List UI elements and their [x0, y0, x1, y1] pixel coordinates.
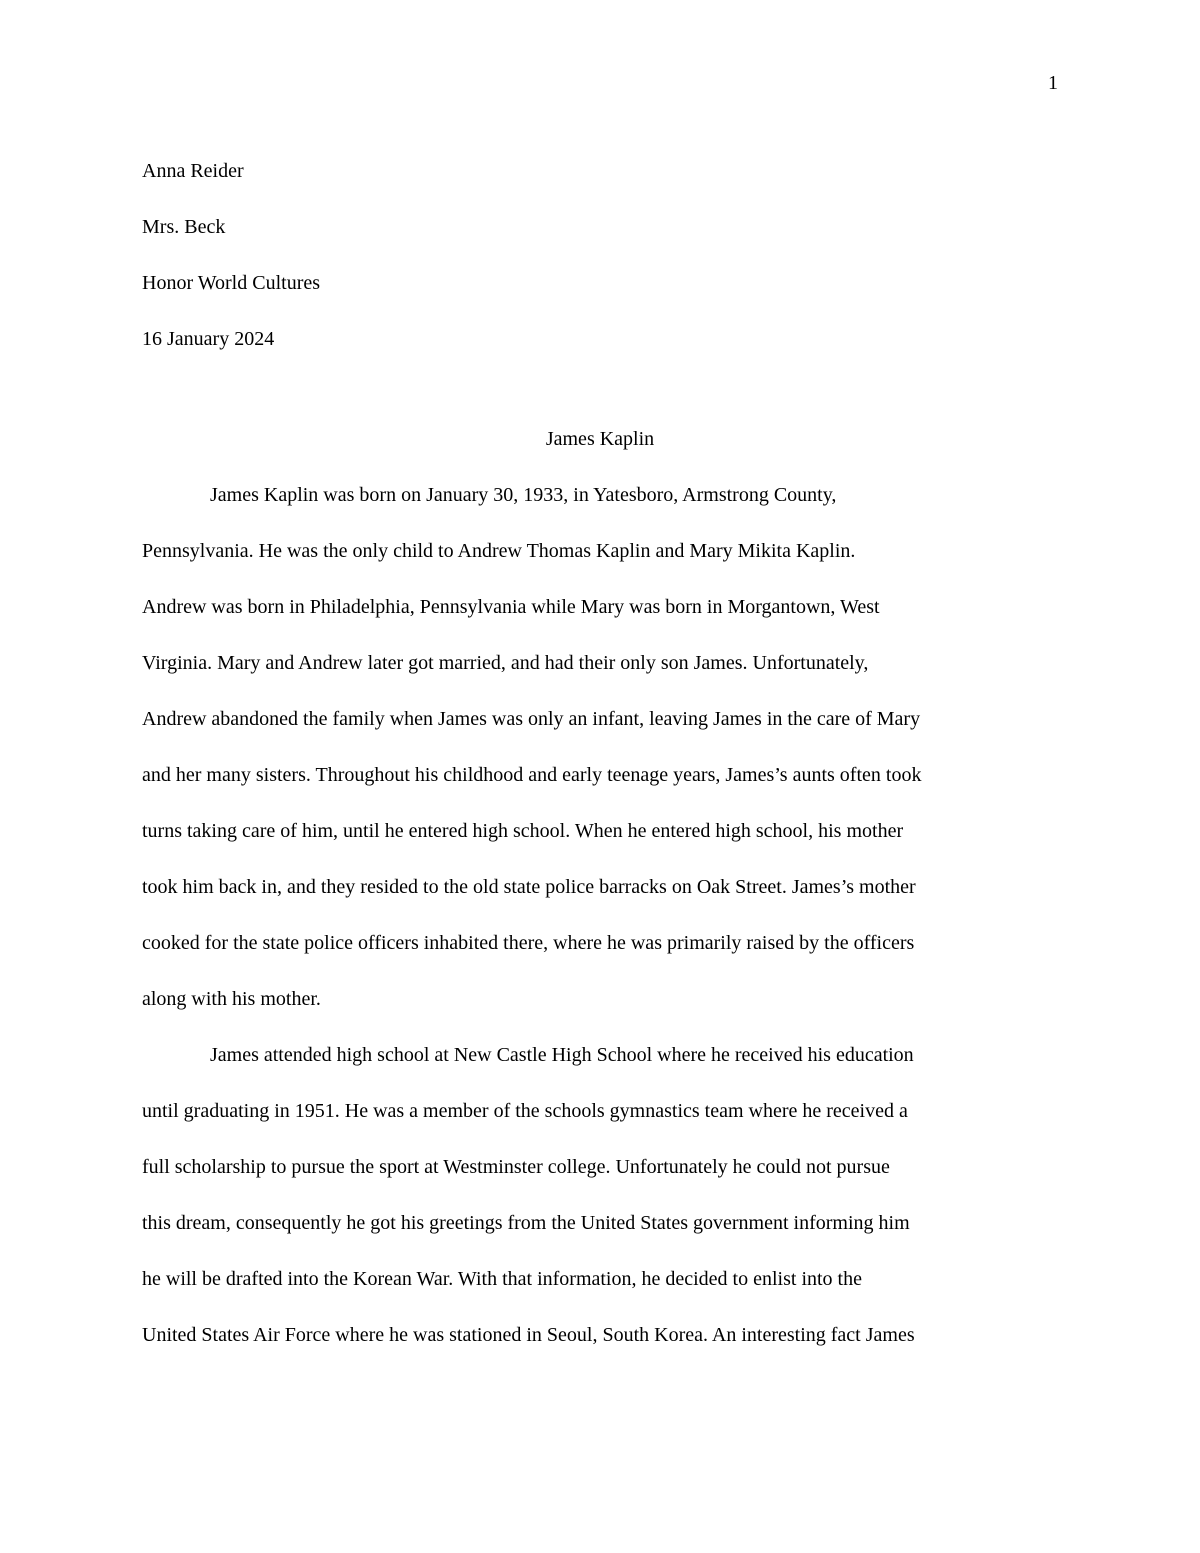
paragraph-line: United States Air Force where he was stationed in Seoul, South Korea. An interesting fact James: [142, 1324, 915, 1346]
paragraph-line: he will be drafted into the Korean War. With that information, he decided to enlist into the: [142, 1268, 862, 1290]
teacher-name: Mrs. Beck: [142, 216, 226, 238]
paragraph-line: James attended high school at New Castle High School where he received his education: [210, 1044, 914, 1066]
paragraph-line: James Kaplin was born on January 30, 1933, in Yatesboro, Armstrong County,: [210, 484, 837, 506]
document-body: [142, 467, 1058, 1363]
page-number: 1: [1048, 72, 1058, 94]
paragraph-line: until graduating in 1951. He was a member of the schools gymnastics team where he received a: [142, 1100, 908, 1122]
paragraph-line: and her many sisters. Throughout his childhood and early teenage years, James’s aunts often took: [142, 764, 922, 786]
paragraph-line: took him back in, and they resided to the old state police barracks on Oak Street. James’s mother: [142, 876, 916, 898]
paragraph-line: Andrew was born in Philadelphia, Pennsylvania while Mary was born in Morgantown, West: [142, 596, 880, 618]
paragraph-line: Virginia. Mary and Andrew later got married, and had their only son James. Unfortunately,: [142, 652, 869, 674]
paragraph: [142, 1027, 1058, 1363]
paragraph-line: cooked for the state police officers inhabited there, where he was primarily raised by the officers: [142, 932, 915, 954]
paragraph-line: turns taking care of him, until he entered high school. When he entered high school, his mother: [142, 820, 904, 842]
paragraph-line: full scholarship to pursue the sport at Westminster college. Unfortunately he could not pursue: [142, 1156, 890, 1178]
paragraph-line: this dream, consequently he got his greetings from the United States government informing him: [142, 1212, 910, 1234]
paragraph-line: Andrew abandoned the family when James was only an infant, leaving James in the care of Mary: [142, 708, 921, 730]
course-name: Honor World Cultures: [142, 272, 321, 294]
paragraph-line: along with his mother.: [142, 988, 321, 1010]
document-title: James Kaplin: [545, 428, 655, 450]
document-date: 16 January 2024: [142, 328, 275, 350]
author-name: Anna Reider: [142, 160, 244, 182]
paragraph: [142, 467, 1058, 1027]
paragraph-line: Pennsylvania. He was the only child to Andrew Thomas Kaplin and Mary Mikita Kaplin.: [142, 540, 856, 562]
mla-header: [142, 143, 1058, 367]
